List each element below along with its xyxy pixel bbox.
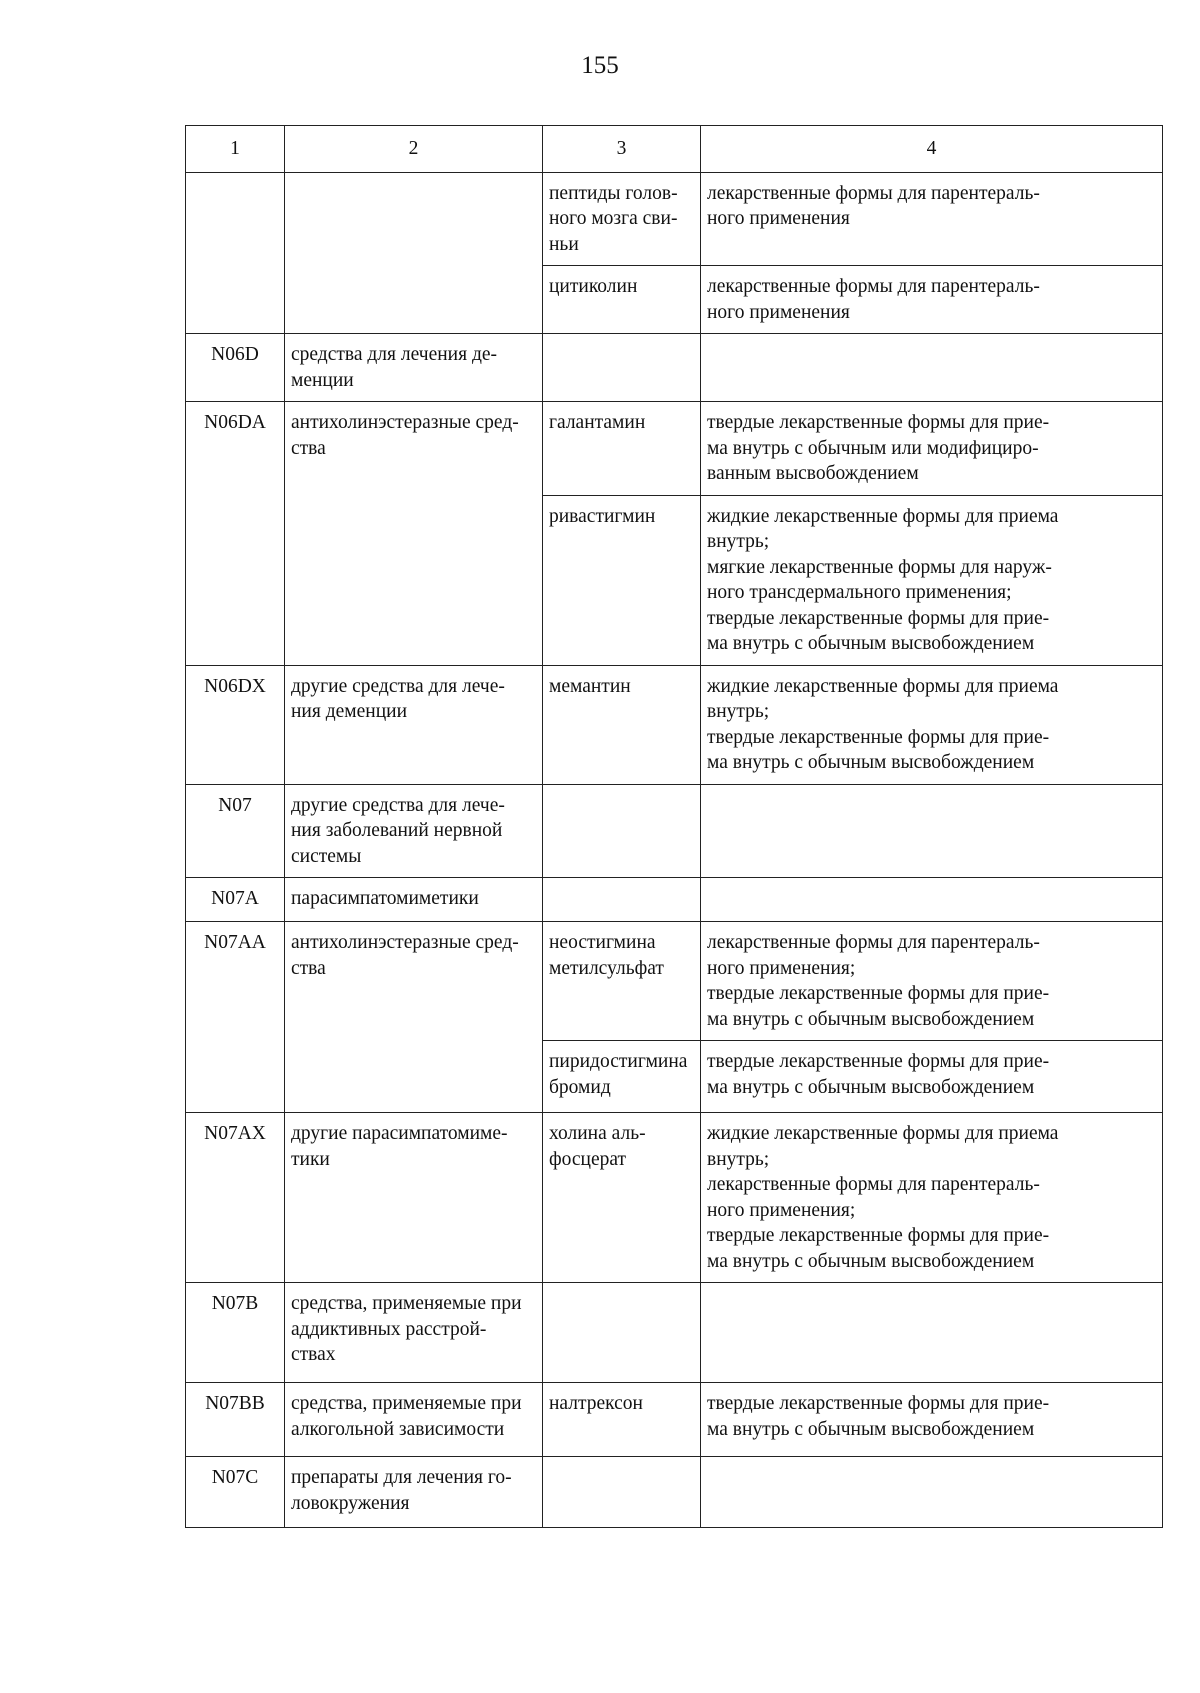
- cell-text-line: твердые лекарственные формы для прие-: [707, 983, 1050, 1004]
- cell-text-line: ванным высвобождением: [707, 463, 919, 484]
- cell-text-line: ного применения: [707, 208, 850, 229]
- code-cell: N07A: [186, 878, 285, 922]
- table-header-row: [186, 126, 1163, 173]
- form-cell: [701, 665, 1163, 784]
- drug-cell: [543, 1383, 701, 1457]
- cell-text-line: жидкие лекарственные формы для приема: [707, 1123, 1059, 1144]
- cell-text-line: тики: [291, 1148, 330, 1170]
- cell-text-line: налтрексон: [549, 1393, 643, 1414]
- group-cell: [285, 1283, 543, 1383]
- header-cell: 3: [543, 126, 701, 173]
- cell-text-line: твердые лекарственные формы для прие-: [707, 607, 1050, 629]
- page-number: 155: [581, 52, 619, 79]
- cell-text-line: менции: [291, 369, 354, 391]
- cell-text-line: цитиколин: [549, 276, 638, 297]
- drug-cell: [543, 784, 701, 878]
- drug-table: [185, 125, 1163, 1528]
- form-cell: [701, 1113, 1163, 1283]
- group-cell: [285, 334, 543, 402]
- cell-text-line: пиридостигмина: [549, 1051, 688, 1072]
- cell-text-line: ма внутрь с обычным высвобождением: [707, 1250, 1035, 1272]
- group-cell: [285, 784, 543, 878]
- cell-text-line: мягкие лекарственные формы для наруж-: [707, 556, 1052, 578]
- cell-text-line: ма внутрь с обычным высвобождением: [707, 752, 1035, 773]
- code-cell: N07: [186, 784, 285, 878]
- drug-cell: [543, 1041, 701, 1113]
- cell-text-line: ния заболеваний нервной: [291, 820, 503, 841]
- code-cell: N07AX: [186, 1113, 285, 1283]
- group-cell: [285, 172, 543, 334]
- cell-text-line: внутрь;: [707, 531, 770, 552]
- cell-text-line: другие парасимпатомиме-: [291, 1123, 508, 1144]
- cell-text-line: ного применения;: [707, 1199, 856, 1221]
- code-cell: N07AA: [186, 922, 285, 1113]
- form-cell: [701, 1383, 1163, 1457]
- table-row: [186, 878, 1163, 922]
- code-cell: [186, 172, 285, 334]
- cell-text-line: ния деменции: [291, 701, 408, 722]
- cell-text-line: другие средства для лече-: [291, 794, 505, 816]
- cell-text-line: лекарственные формы для парентераль-: [707, 276, 1040, 297]
- table-row: [186, 1383, 1163, 1457]
- table-row: [186, 1457, 1163, 1528]
- cell-text-line: другие средства для лече-: [291, 675, 505, 697]
- form-cell: [701, 1041, 1163, 1113]
- cell-text-line: ного применения;: [707, 957, 856, 979]
- drug-cell: [543, 172, 701, 266]
- drug-cell: [543, 334, 701, 402]
- cell-text-line: ньи: [549, 233, 579, 255]
- table-row: [186, 922, 1163, 1041]
- table-row: [186, 665, 1163, 784]
- cell-text-line: средства, применяемые при: [291, 1293, 522, 1314]
- drug-cell: [543, 665, 701, 784]
- table-row: [186, 172, 1163, 266]
- cell-text-line: галантамин: [549, 412, 646, 433]
- cell-text-line: алкогольной зависимости: [291, 1418, 505, 1440]
- form-cell: [701, 1283, 1163, 1383]
- cell-text-line: препараты для лечения го-: [291, 1467, 512, 1488]
- drug-cell: [543, 1113, 701, 1283]
- cell-text-line: ма внутрь с обычным высвобождением: [707, 1076, 1035, 1098]
- table-row: [186, 1283, 1163, 1383]
- cell-text-line: мемантин: [549, 675, 631, 697]
- cell-text-line: лекарственные формы для парентераль-: [707, 182, 1040, 204]
- cell-text-line: ма внутрь с обычным высвобождением: [707, 1418, 1035, 1440]
- cell-text-line: твердые лекарственные формы для прие-: [707, 412, 1050, 433]
- form-cell: [701, 266, 1163, 334]
- cell-text-line: аддиктивных расстрой-: [291, 1318, 487, 1340]
- drug-cell: [543, 878, 701, 922]
- form-cell: [701, 172, 1163, 266]
- cell-text-line: ма внутрь с обычным высвобождением: [707, 633, 1035, 654]
- cell-text-line: ма внутрь с обычным высвобождением: [707, 1008, 1035, 1030]
- code-cell: N07BB: [186, 1383, 285, 1457]
- drug-cell: [543, 266, 701, 334]
- cell-text-line: антихолинэстеразные сред-: [291, 412, 519, 433]
- cell-text-line: внутрь;: [707, 701, 770, 722]
- form-cell: [701, 1457, 1163, 1528]
- cell-text-line: холина аль-: [549, 1123, 646, 1144]
- code-cell: N06DX: [186, 665, 285, 784]
- table-row: [186, 334, 1163, 402]
- code-cell: N07C: [186, 1457, 285, 1528]
- header-cell: 4: [701, 126, 1163, 173]
- form-cell: [701, 495, 1163, 665]
- cell-text-line: ствах: [291, 1344, 336, 1365]
- table-row: [186, 402, 1163, 496]
- cell-text-line: парасимпатомиметики: [291, 888, 479, 909]
- cell-text-line: внутрь;: [707, 1148, 770, 1170]
- cell-text-line: твердые лекарственные формы для прие-: [707, 1393, 1050, 1414]
- cell-text-line: антихолинэстеразные сред-: [291, 932, 519, 953]
- cell-text-line: ного применения: [707, 301, 850, 323]
- cell-text-line: жидкие лекарственные формы для приема: [707, 505, 1059, 527]
- drug-cell: [543, 402, 701, 496]
- cell-text-line: пептиды голов-: [549, 182, 678, 204]
- table-row: [186, 784, 1163, 878]
- cell-text-line: ства: [291, 957, 326, 979]
- cell-text-line: жидкие лекарственные формы для приема: [707, 675, 1059, 697]
- drug-cell: [543, 1283, 701, 1383]
- group-cell: [285, 665, 543, 784]
- cell-text-line: бромид: [549, 1076, 611, 1098]
- form-cell: [701, 878, 1163, 922]
- cell-text-line: средства, применяемые при: [291, 1393, 522, 1414]
- form-cell: [701, 402, 1163, 496]
- cell-text-line: лекарственные формы для парентераль-: [707, 932, 1040, 953]
- group-cell: [285, 402, 543, 666]
- cell-text-line: фосцерат: [549, 1148, 627, 1170]
- cell-text-line: неостигмина: [549, 932, 656, 953]
- cell-text-line: твердые лекарственные формы для прие-: [707, 1225, 1050, 1246]
- cell-text-line: системы: [291, 845, 362, 867]
- group-cell: [285, 1457, 543, 1528]
- form-cell: [701, 334, 1163, 402]
- form-cell: [701, 922, 1163, 1041]
- table-row: [186, 1113, 1163, 1283]
- group-cell: [285, 878, 543, 922]
- code-cell: N07B: [186, 1283, 285, 1383]
- drug-cell: [543, 1457, 701, 1528]
- cell-text-line: ма внутрь с обычным или модифициро-: [707, 437, 1039, 459]
- group-cell: [285, 922, 543, 1113]
- form-cell: [701, 784, 1163, 878]
- cell-text-line: ного мозга сви-: [549, 208, 678, 229]
- drug-cell: [543, 495, 701, 665]
- cell-text-line: ривастигмин: [549, 505, 656, 527]
- cell-text-line: твердые лекарственные формы для прие-: [707, 726, 1050, 748]
- header-cell: 2: [285, 126, 543, 173]
- group-cell: [285, 1113, 543, 1283]
- cell-text-line: лекарственные формы для парентераль-: [707, 1174, 1040, 1195]
- code-cell: N06D: [186, 334, 285, 402]
- cell-text-line: твердые лекарственные формы для прие-: [707, 1051, 1050, 1072]
- cell-text-line: метилсульфат: [549, 957, 664, 979]
- code-cell: N06DA: [186, 402, 285, 666]
- group-cell: [285, 1383, 543, 1457]
- cell-text-line: ства: [291, 437, 326, 459]
- header-cell: 1: [186, 126, 285, 173]
- drug-cell: [543, 922, 701, 1041]
- cell-text-line: средства для лечения де-: [291, 344, 498, 365]
- cell-text-line: ловокружения: [291, 1492, 410, 1514]
- cell-text-line: ного трансдермального применения;: [707, 582, 1012, 603]
